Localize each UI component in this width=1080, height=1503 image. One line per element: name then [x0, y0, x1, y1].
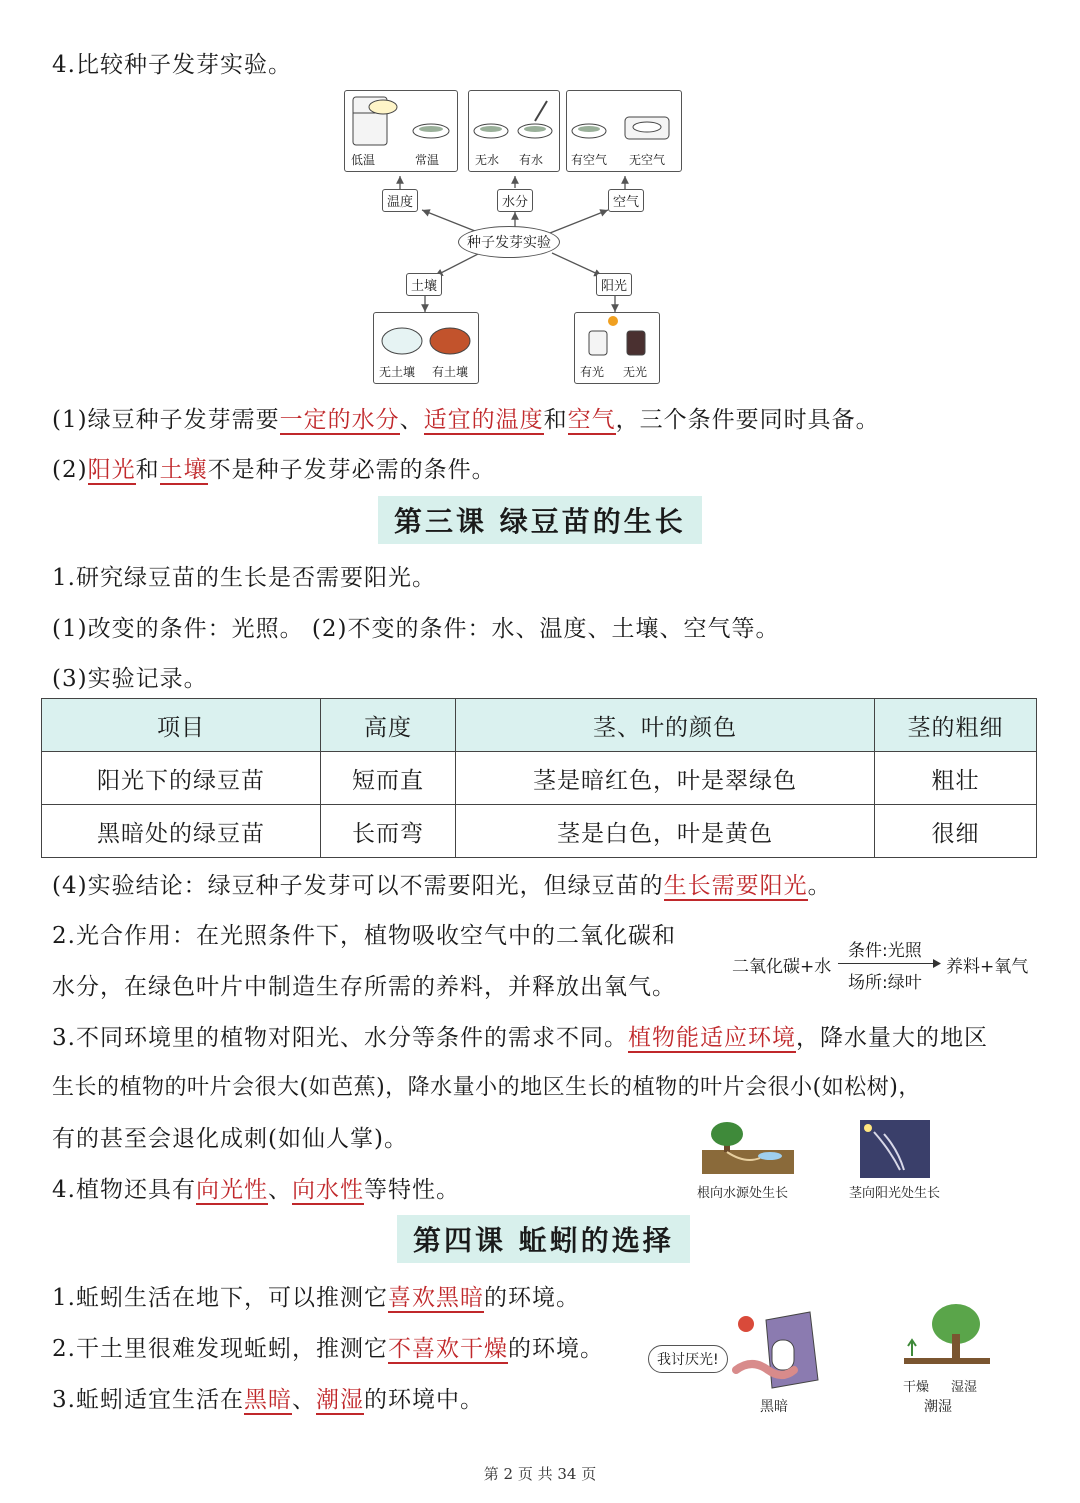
l4-1-prefix: 1.蚯蚓生活在地下，可以推测它 [52, 1285, 388, 1311]
table-header: 茎的粗细 [875, 699, 1037, 752]
c2-sep: 和 [135, 457, 160, 483]
c2-highlight-sun: 阳光 [87, 457, 136, 483]
c1-highlight-temp: 适宜的温度 [423, 407, 544, 433]
stem-toward-light-icon [860, 1120, 930, 1178]
label-no-light: 无光 [623, 365, 648, 379]
l4-3-prefix: 3.蚯蚓适宜生活在 [52, 1387, 244, 1413]
table-cell: 阳光下的绿豆苗 [42, 752, 321, 805]
c2-prefix: (2) [52, 457, 88, 483]
l3-item-3c: 有的甚至会退化成刺(如仙人掌)。 [52, 1126, 408, 1152]
l3-item-4 [52, 1175, 460, 1205]
table-header: 项目 [42, 699, 321, 752]
page-footer: 第 2 页 共 34 页 [483, 1465, 597, 1483]
bowls-air-icon [567, 91, 681, 149]
lesson-4-heading: 第四课 蚯蚓的选择 [397, 1215, 690, 1263]
air-box [566, 90, 682, 172]
l4-item-1 [52, 1283, 580, 1313]
table-cell: 长而弯 [321, 805, 456, 858]
eq-condition: 条件:光照 [848, 941, 922, 961]
c1-highlight-water: 一定的水分 [279, 407, 400, 433]
soil-box [373, 312, 479, 384]
l3-item-1a: (1)改变的条件：光照。 (2)不变的条件：水、温度、土壤、空气等。 [52, 616, 780, 642]
l3-4-sep: 、 [267, 1177, 292, 1203]
eq-place: 场所:绿叶 [848, 973, 922, 993]
soil-dishes-icon [374, 313, 478, 363]
conclusion-1 [52, 405, 880, 435]
l3-4-suffix: 等特性。 [363, 1177, 460, 1203]
l3-item-3a [52, 1023, 988, 1053]
label-no-soil: 无土壤 [379, 365, 416, 379]
l3-1c-highlight: 生长需要阳光 [663, 873, 808, 899]
table-cell: 很细 [875, 805, 1037, 858]
label-no-air: 无空气 [629, 153, 666, 167]
table-cell: 茎是白色，叶是黄色 [456, 805, 875, 858]
section-title-seed-experiment: 4.比较种子发芽实验。 [52, 52, 292, 78]
table-cell: 短而直 [321, 752, 456, 805]
center-node: 种子发芽实验 [458, 226, 560, 258]
tree-soil-moisture-icon [898, 1300, 998, 1376]
l3-item-2a: 2.光合作用：在光照条件下，植物吸收空气中的二氧化碳和 [52, 923, 676, 949]
l4-1-suffix: 的环境。 [483, 1285, 580, 1311]
caption-root-tropism: 根向水源处生长 [697, 1186, 789, 1201]
l3-1c-prefix: (4)实验结论：绿豆种子发芽可以不需要阳光，但绿豆苗的 [52, 873, 664, 899]
l3-4-highlight-phototropism: 向光性 [195, 1177, 268, 1203]
worm-dark-box-icon [732, 1310, 822, 1392]
seed-germination-diagram [340, 88, 685, 388]
l4-2-suffix: 的环境。 [507, 1336, 604, 1362]
cups-light-icon [575, 313, 659, 363]
eq-left: 二氧化碳+水 [732, 957, 832, 977]
l4-3-highlight-dark: 黑暗 [243, 1387, 292, 1413]
table-row [42, 805, 1037, 858]
caption-humid: 潮湿 [924, 1399, 952, 1415]
l3-3a-suffix: ，降水量大的地区 [795, 1025, 988, 1051]
l4-3-highlight-humid: 潮湿 [315, 1387, 364, 1413]
fridge-bowl-icon [345, 91, 457, 149]
c1-highlight-air: 空气 [567, 407, 616, 433]
water-box [468, 90, 560, 172]
experiment-table [41, 698, 1037, 858]
tree-roots-water-icon [700, 1120, 800, 1178]
table-header: 高度 [321, 699, 456, 752]
eq-arrow-line [838, 963, 938, 964]
eq-right: 养料+氧气 [946, 957, 1029, 977]
caption-dry: 干燥 [903, 1380, 930, 1395]
table-header-row [42, 699, 1037, 752]
eq-arrow-head-icon [933, 959, 943, 969]
label-with-air: 有空气 [571, 153, 608, 167]
l4-1-highlight: 喜欢黑暗 [387, 1285, 484, 1311]
c2-suffix: 不是种子发芽必需的条件。 [207, 457, 496, 483]
l3-4-prefix: 4.植物还具有 [52, 1177, 196, 1203]
label-no-water: 无水 [475, 153, 500, 167]
l3-4-highlight-hydrotropism: 向水性 [291, 1177, 364, 1203]
l3-item-2b: 水分，在绿色叶片中制造生存所需的养料，并释放出氧气。 [52, 974, 676, 1000]
l4-3-sep: 、 [291, 1387, 316, 1413]
temperature-box [344, 90, 458, 172]
table-cell: 茎是暗红色，叶是翠绿色 [456, 752, 875, 805]
c1-suffix: ，三个条件要同时具备。 [615, 407, 880, 433]
tag-water: 水分 [497, 189, 533, 212]
l3-item-1: 1.研究绿豆苗的生长是否需要阳光。 [52, 565, 436, 591]
label-with-soil: 有土壤 [432, 365, 469, 379]
bowls-water-icon [469, 91, 559, 149]
l4-2-prefix: 2.干土里很难发现蚯蚓，推测它 [52, 1336, 388, 1362]
c1-sep2: 和 [543, 407, 568, 433]
label-with-light: 有光 [580, 365, 605, 379]
l4-2-highlight: 不喜欢干燥 [387, 1336, 508, 1362]
l3-3a-prefix: 3.不同环境里的植物对阳光、水分等条件的需求不同。 [52, 1025, 628, 1051]
table-cell: 粗壮 [875, 752, 1037, 805]
c2-highlight-soil: 土壤 [159, 457, 208, 483]
c1-prefix: (1)绿豆种子发芽需要 [52, 407, 280, 433]
l4-3-suffix: 的环境中。 [363, 1387, 484, 1413]
conclusion-2 [52, 455, 496, 485]
tag-soil: 土壤 [406, 273, 442, 296]
l4-item-3 [52, 1385, 484, 1415]
label-with-water: 有水 [519, 153, 544, 167]
tag-light: 阳光 [596, 273, 632, 296]
l3-item-3b: 生长的植物的叶片会很大(如芭蕉)，降水量小的地区生长的植物的叶片会很小(如松树)， [52, 1075, 921, 1100]
l3-3a-highlight: 植物能适应环境 [627, 1025, 796, 1051]
label-normal-temp: 常温 [415, 153, 440, 167]
caption-dark: 黑暗 [760, 1399, 788, 1415]
l3-1c-suffix: 。 [807, 873, 832, 899]
caption-wet: 湿湿 [951, 1380, 978, 1395]
light-box [574, 312, 660, 384]
tag-temperature: 温度 [382, 189, 418, 212]
photosynthesis-equation [728, 934, 1038, 994]
l3-item-1c [52, 871, 832, 901]
c1-sep1: 、 [399, 407, 424, 433]
table-row [42, 752, 1037, 805]
worm-speech-bubble: 我讨厌光! [648, 1345, 728, 1373]
table-cell: 黑暗处的绿豆苗 [42, 805, 321, 858]
caption-stem-tropism: 茎向阳光处生长 [849, 1186, 941, 1201]
tag-air: 空气 [608, 189, 644, 212]
l3-item-1b: (3)实验记录。 [52, 666, 208, 692]
label-low-temp: 低温 [351, 153, 376, 167]
l4-item-2 [52, 1334, 604, 1364]
table-header: 茎、叶的颜色 [456, 699, 875, 752]
lesson-3-heading: 第三课 绿豆苗的生长 [378, 496, 702, 544]
